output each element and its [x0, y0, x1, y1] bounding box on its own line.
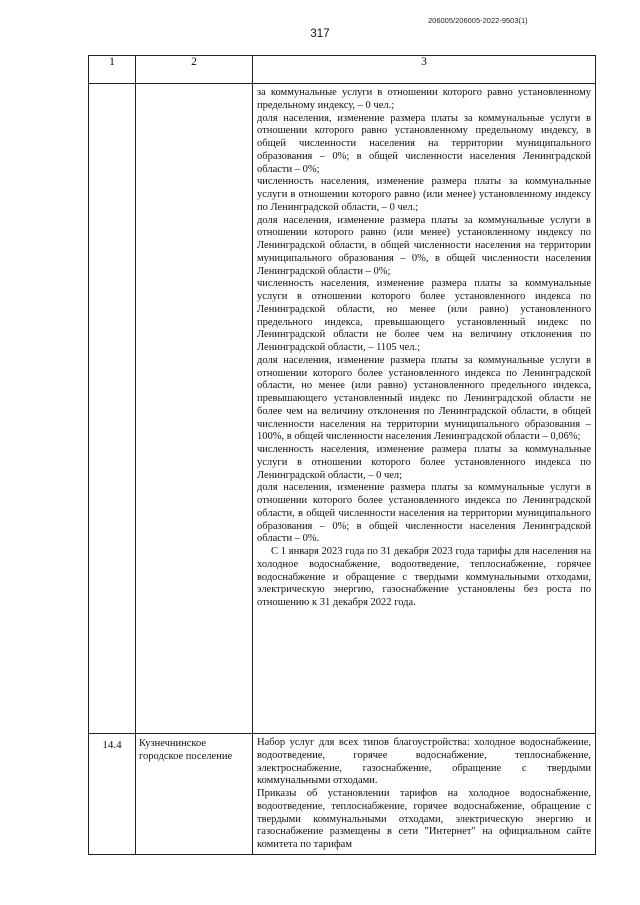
row-description-cell: [253, 734, 596, 855]
row-name-cell: [136, 84, 253, 734]
paragraph: С 1 января 2023 года по 31 декабря 2023 года тарифы для населения на холодное водоснабжение, водоотведение, теплоснабжение, горячее водоснабжение и обращение с твердыми коммунальными отходами, электрическую энергию, газоснабжение установлены без роста по отношению к 31 декабря 2022 года.: [257, 546, 591, 608]
paragraph: доля населения, изменение размера платы за коммунальные услуги в отношении которого равно (или менее) установленному индексу по Ленинградской области, в общей численности населения на территории муниципального образования – 0%, в общей численности населения Ленинградской области – 0%;: [257, 214, 591, 277]
row-number-cell: [89, 84, 136, 734]
page-number: 317: [310, 28, 330, 40]
row-description-cell: [253, 84, 596, 734]
table-row: [89, 734, 596, 855]
paragraph: доля населения, изменение размера платы за коммунальные услуги в отношении которого равно установленному предельному индексу, в общей численности населения на территории муниципального образования – 0%; в общей численности населения Ленинградской области – 0%;: [257, 112, 591, 175]
paragraph: доля населения, изменение размера платы за коммунальные услуги в отношении которого более установленного индекса по Ленинградской области, в общей численности населения на территории муниципального образования – 0%; в общей численности населения Ленинградской области – 0%.: [257, 482, 591, 545]
paragraph: численность населения, изменение размера платы за коммунальные услуги в отношении которого более установленного индекса по Ленинградской области, – 0 чел;: [257, 444, 591, 481]
paragraph: численность населения, изменение размера платы за коммунальные услуги в отношении которого более установленного индекса по Ленинградской области, но менее (или равно) установленного предельного индекса, превышающего установленный индекс по Ленинградской области не более чем на величину отклонения по Ленинградской области, – 1105 чел.;: [257, 278, 591, 353]
table-row: [89, 84, 596, 734]
paragraph: Приказы об установлении тарифов на холодное водоснабжение, водоотведение, теплоснабжение, горячее водоснабжение, обращение с твердыми коммунальными отходами, электрическую энергию и газоснабжение размещены в сети "Интернет" на официальном сайте комитета по тарифам: [257, 788, 591, 850]
document-id: 206005/206005-2022-9503(1): [428, 16, 528, 25]
column-header-3: 3: [253, 56, 596, 84]
paragraph: Набор услуг для всех типов благоустройства: холодное водоснабжение, водоотведение, горячее водоснабжение, теплоснабжение, электроснабжение, газоснабжение, обращение с твердыми коммунальными отходами.: [257, 737, 591, 787]
paragraph: за коммунальные услуги в отношении которого равно установленному предельному индексу, – 0 чел.;: [257, 87, 591, 111]
document-table: [88, 55, 596, 855]
row-number-cell: 14.4: [89, 734, 136, 855]
table-header-row: [89, 56, 596, 84]
paragraph: доля населения, изменение размера платы за коммунальные услуги в отношении которого более установленного индекса по Ленинградской области, но менее (или равно) установленного предельного индекса, превышающего установленный индекс по Ленинградской области не более чем на величину отклонения по Ленинградской области, в общей численности населения на территории муниципального образования – 100%, в общей численности населения Ленинградской области – 0,06%;: [257, 354, 591, 443]
column-header-2: 2: [136, 56, 253, 84]
row-name-cell: Кузнечнинское городское поселение: [136, 734, 253, 855]
paragraph: численность населения, изменение размера платы за коммунальные услуги в отношении которого равно (или менее) установленному индексу по Ленинградской области, – 0 чел.;: [257, 176, 591, 213]
column-header-1: 1: [89, 56, 136, 84]
